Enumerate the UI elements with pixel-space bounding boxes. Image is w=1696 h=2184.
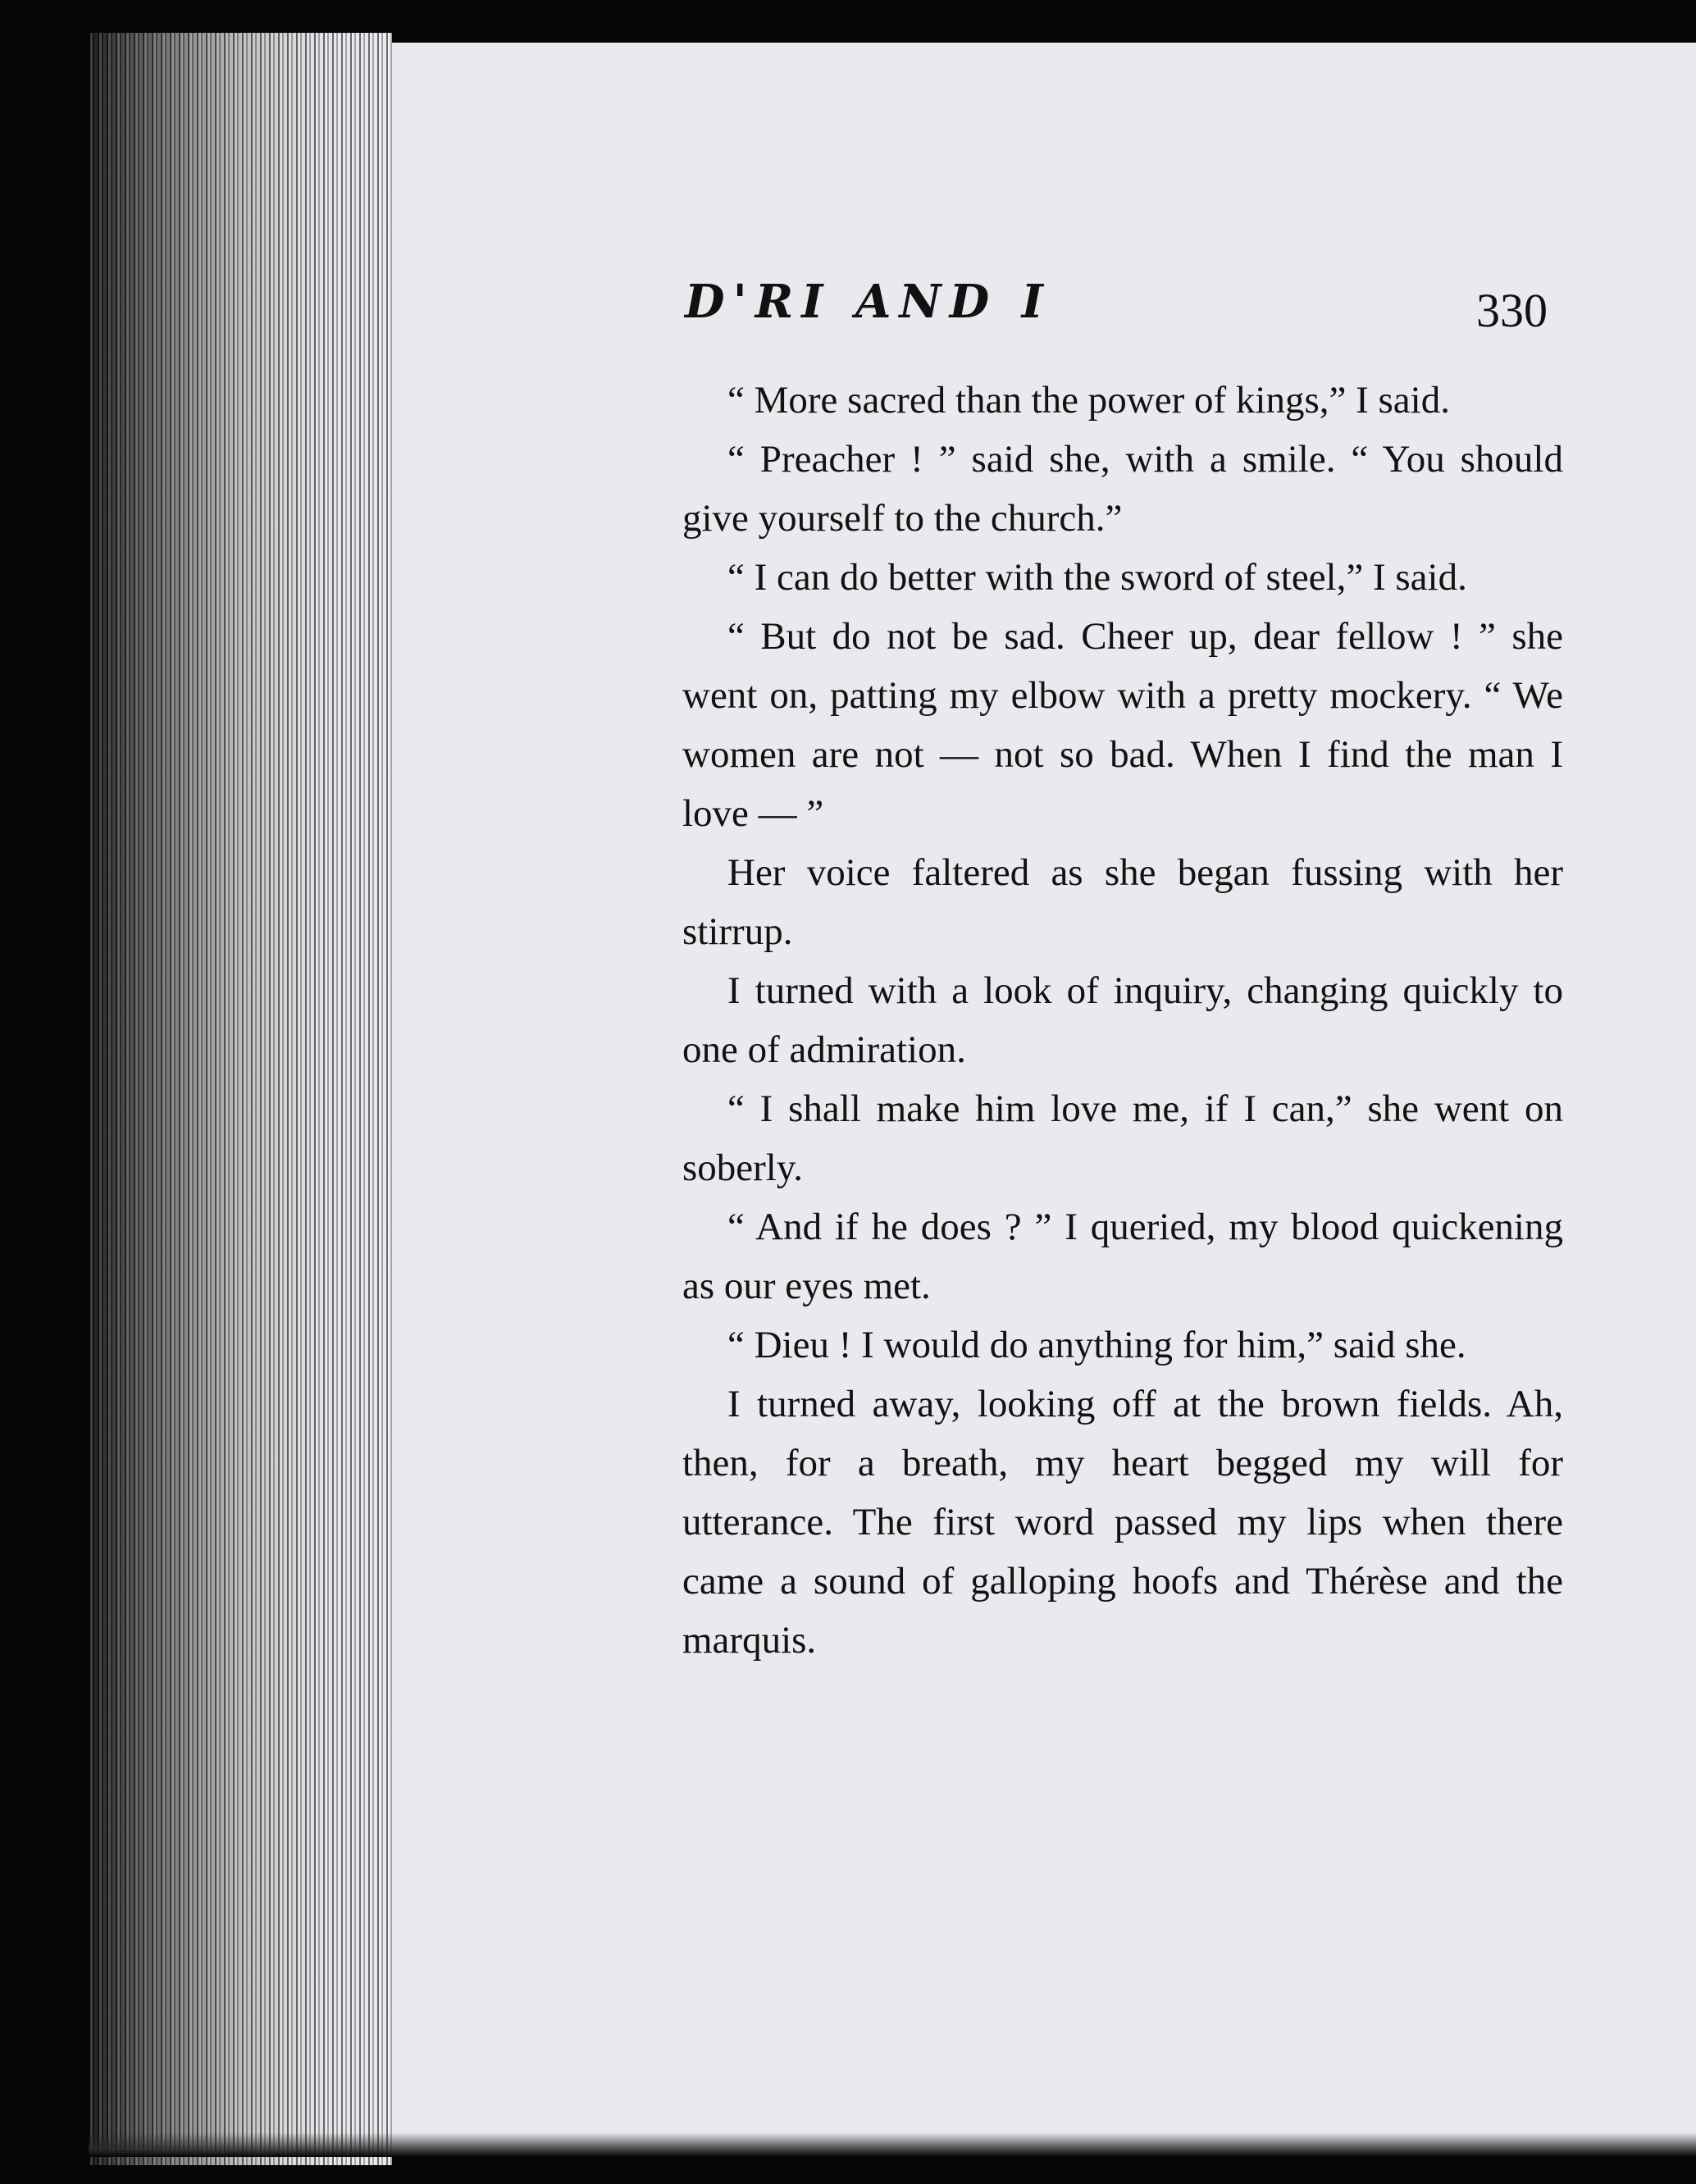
paragraph: “ I can do better with the sword of steel,” I said. [727, 556, 1467, 599]
paragraph: I turned with a look of inquiry, changing quickly to one of admiration. [682, 969, 1563, 1071]
paragraph: “ More sacred than the power of kings,” I said. [727, 379, 1450, 422]
running-title: D'RI AND I [685, 275, 1051, 329]
paragraph: “ Preacher ! ” said she, with a smile. “ You should give yourself to the church.” [682, 438, 1563, 540]
page-bottom-edge [89, 2132, 1696, 2157]
paragraph: I turned away, looking off at the brown fields. Ah, then, for a breath, my heart begged my will for utterance. The first word passed my lips when there came a sound of galloping hoofs and Thérèse and the marquis. [682, 1383, 1563, 1662]
paragraph: Her voice faltered as she began fussing with her stirrup. [682, 851, 1563, 953]
paragraph: “ But do not be sad. Cheer up, dear fellow ! ” she went on, patting my elbow with a pretty mockery. “ We women are not — not so bad. When I find the man I love — ” [682, 615, 1563, 835]
paragraph: “ I shall make him love me, if I can,” she went on soberly. [682, 1087, 1563, 1189]
page-number: 330 [1476, 284, 1548, 337]
body-text [682, 371, 1563, 1670]
paragraph: “ And if he does ? ” I queried, my blood quickening as our eyes met. [682, 1206, 1563, 1307]
page-edge-gutter [89, 33, 392, 2165]
paragraph: “ Dieu ! I would do anything for him,” said she. [727, 1324, 1466, 1366]
